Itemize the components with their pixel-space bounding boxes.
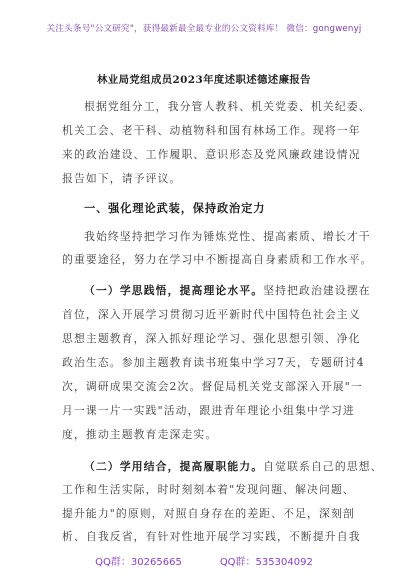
section-body-line: 我始终坚持把学习作为锤炼党性、提高素质、增长才干: [84, 230, 371, 243]
subsection-first-line: [84, 459, 383, 474]
section-body-line: 的重要途径，努力在学习中不断提高自身素质和工作水平。: [62, 253, 373, 266]
subsection-line: 思想主题教育，深入抓好理论学习、强化思想引领、净化: [62, 332, 361, 345]
section-heading: 一、强化理论武装，保持政治定力: [84, 201, 266, 215]
intro-line: 来的政治建设、工作履职、意识形态及党风廉政建设情况: [62, 148, 361, 161]
subsection-line: 月一课一片一实践"活动，跟进青年理论小组集中学习进: [62, 404, 355, 417]
subsection-line: 工作和生活实际，时时刻刻本着"发现问题、解决问题、: [62, 483, 355, 496]
intro-line: 根据党组分工，我分管人教科、机关党委、机关纪委、: [84, 100, 371, 113]
document-title: 林业局党组成员2023年度述职述德述廉报告: [97, 74, 311, 86]
subsection-text: 自觉联系自己的思想、: [263, 460, 383, 473]
subsection-line: 首位，深入开展学习贯彻习近平新时代中国特色社会主义: [62, 308, 361, 321]
intro-line: 机关工会、老干科、动植物科和国有林场工作。现将一年: [62, 124, 361, 137]
subsection-line: 次，调研成果交流会2次。督促局机关党支部深入开展"一: [62, 380, 363, 393]
subsection-line: 政治生态。参加主题教育读书班集中学习7天，专题研讨4: [62, 356, 365, 369]
subsection-line: 析、自我反省，有针对性地开展学习实践，不断提升自我: [62, 530, 361, 543]
subsection-heading: （一）学思践悟，提高理论水平。: [84, 284, 264, 297]
footer-contact: [0, 553, 408, 568]
subsection-first-line: [84, 283, 371, 298]
subsection-line: 提升能力"的原则，对照自身存在的差距、不足，深刻剖: [62, 507, 355, 520]
footer-qq-group-1: QQ群：30265665: [95, 557, 182, 568]
subsection-heading: （二）学用结合，提高履职能力。: [84, 460, 264, 473]
subsection-line: 度，推动主题教育走深走实。: [62, 428, 218, 441]
footer-qq-group-2: QQ群：535304092: [219, 557, 313, 568]
subsection-text: 坚持把政治建设摆在: [263, 284, 371, 297]
header-promo-banner: 关注头条号"公文研究"，获得最新最全最专业的公文资料库！ 微信：gongwenyj: [46, 24, 362, 34]
intro-line: 报告如下，请予评议。: [62, 172, 182, 185]
